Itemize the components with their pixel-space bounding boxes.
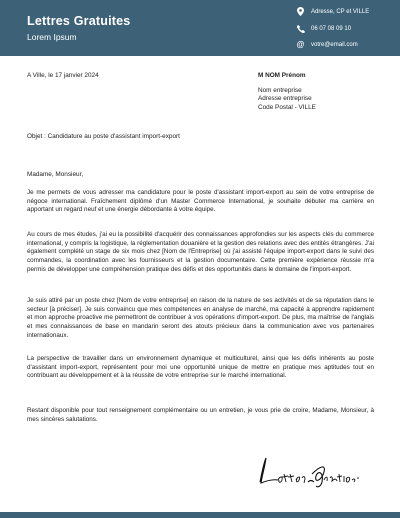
recipient-address: Adresse entreprise <box>258 95 312 103</box>
contact-phone-text: 06 07 08 09 10 <box>311 25 352 32</box>
contact-address <box>296 7 369 16</box>
body-paragraph: Je me permets de vous adresser ma candidature pour le poste d'assistant import-export au sein de votre entreprise de négoce international. Fraîchement diplômé d'un Master Commerce International, je souhaite débuter ma carrière en apportant un regard neuf et une énergie débordante à votre équipe. <box>27 189 374 214</box>
sender-name: Lettres Gratuites <box>27 14 131 28</box>
body-paragraph: Je suis attiré par un poste chez [Nom de votre entreprise] en raison de la nature de ses activités et de sa réputation dans le secteur [à préciser]. Je suis convaincu que mes compétences en analyse de marché, ma capacité à apprendre rapidement et mon approche proactive me permettront de contribuer à vos opérations d'import-export. De plus, ma maîtrise de l'anglais et mes connaissances de base en mandarin seront des atouts précieux dans la communication avec vos partenaires internationaux. <box>27 297 374 339</box>
footer-bar <box>0 512 400 518</box>
contact-phone <box>296 24 351 33</box>
at-sign-icon: @ <box>296 40 305 49</box>
contact-address-text: Adresse, CP et VILLE <box>311 8 370 15</box>
contact-email-text: votre@email.com <box>311 41 358 48</box>
body-paragraph: Au cours de mes études, j'ai eu la possibilité d'acquérir des connaissances approfondies sur les aspects clés du commerce international, y compris la logistique, la réglementation douanière et la gestion des relations avec des entités étrangères. J'ai également complété un stage de six mois chez [Nom de l'Entreprise] où j'ai assisté l'équipe import-export dans le suivi des commandes, la coordination avec les fournisseurs et la gestion documentaire. Cette première expérience réussie m'a permis de développer une compréhension pratique des défis et des opportunités dans le domaine de l'import-export. <box>27 231 374 273</box>
letter-header <box>0 0 400 56</box>
sender-subtitle: Lorem Ipsum <box>27 32 77 42</box>
phone-icon <box>296 24 305 33</box>
location-pin-icon <box>296 7 305 16</box>
letter-salutation: Madame, Monsieur, <box>27 171 84 178</box>
letter-date: A Ville, le 17 janvier 2024 <box>27 72 99 79</box>
letter-subject: Objet : Candidature au poste d'assistant import-export <box>27 133 180 140</box>
body-paragraph: La perspective de travailler dans un environnement dynamique et multiculturel, ainsi que les défis inhérents au poste d'assistant import-export, représentent pour moi une opportunité unique de mettre en pratique mes aptitudes tout en contribuant au développement et à la réussite de votre entreprise sur le marché international. <box>27 355 374 380</box>
recipient-name: M NOM Prénom <box>258 72 306 79</box>
body-paragraph: Restant disponible pour tout renseignement complémentaire ou un entretien, je vous prie de croire, Madame, Monsieur, à mes sincères salutations. <box>27 407 374 423</box>
recipient-block <box>258 72 316 112</box>
recipient-company: Nom entreprise <box>258 86 302 94</box>
recipient-postal: Code Postal - VILLE <box>258 103 316 111</box>
contact-email <box>296 40 358 49</box>
handwritten-signature <box>252 452 362 497</box>
